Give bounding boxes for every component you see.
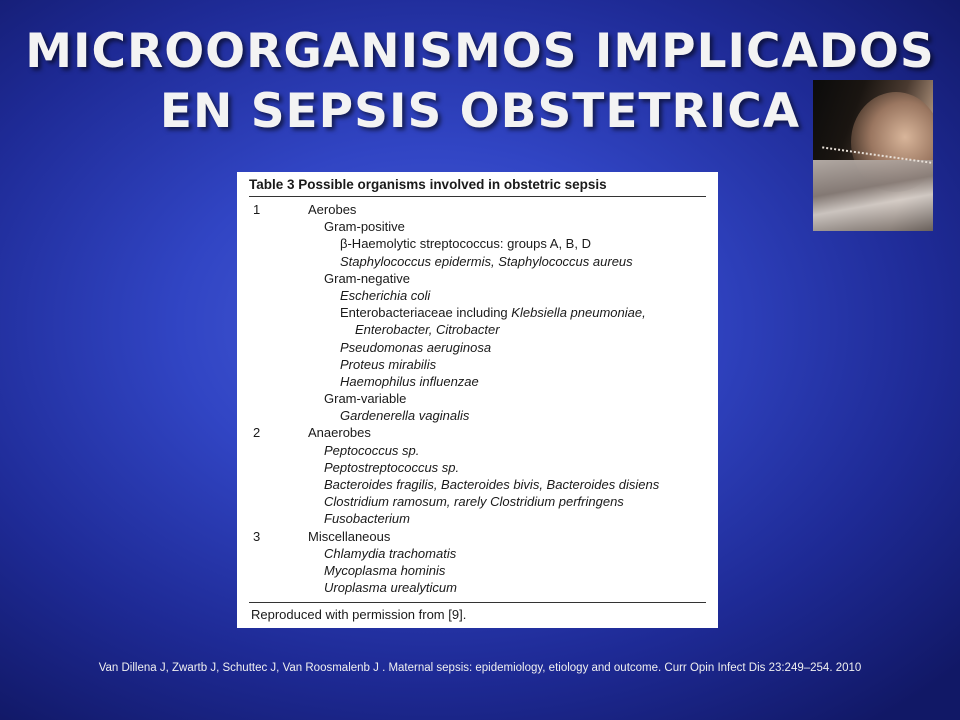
organism-item: Proteus mirabilis bbox=[340, 356, 437, 372]
table-row bbox=[249, 528, 706, 545]
category-anaerobes: Anaerobes bbox=[308, 425, 371, 441]
organisms-table bbox=[237, 172, 718, 628]
table-footnote: Reproduced with permission from [9]. bbox=[251, 607, 467, 623]
table-row bbox=[249, 201, 706, 218]
row-number: 3 bbox=[253, 528, 261, 544]
organism-item-plain: Enterobacteriaceae including bbox=[340, 305, 512, 321]
organism-item: Peptostreptococcus sp. bbox=[324, 459, 460, 475]
organism-item: Gardenerella vaginalis bbox=[340, 408, 470, 424]
table-row bbox=[249, 493, 706, 510]
table-row bbox=[249, 579, 706, 596]
table-row bbox=[249, 356, 706, 373]
organism-item: Pseudomonas aeruginosa bbox=[340, 339, 492, 355]
organism-item: Haemophilus influenzae bbox=[340, 373, 479, 389]
table-row bbox=[249, 339, 706, 356]
table-row bbox=[249, 459, 706, 476]
organism-item: Bacteroides fragilis, Bacteroides bivis, Bacteroides disiens bbox=[324, 477, 660, 492]
table-caption: Table 3 Possible organisms involved in obstetric sepsis bbox=[249, 177, 607, 192]
organism-item: Clostridium ramosum, rarely Clostridium perfringens bbox=[324, 494, 624, 510]
organism-item: Staphylococcus epidermis, Staphylococcus aureus bbox=[340, 253, 633, 269]
table-row bbox=[249, 424, 706, 441]
table-row bbox=[249, 476, 706, 493]
organism-item: Escherichia coli bbox=[340, 287, 431, 303]
table-row bbox=[249, 407, 706, 424]
slide-title-line-2: EN SEPSIS OBSTETRICA bbox=[159, 84, 801, 139]
table-row bbox=[249, 390, 706, 407]
table-row bbox=[249, 270, 706, 287]
category-aerobes: Aerobes bbox=[308, 202, 357, 217]
table-row bbox=[249, 304, 706, 321]
reference-citation: Van Dillena J, Zwartb J, Schuttec J, Van Roosmalenb J . Maternal sepsis: epidemiology, etiology and outcome. Curr Opin Infect Dis 23:249–254. 2010 bbox=[98, 662, 862, 674]
organism-item-italic: Klebsiella pneumoniae, bbox=[511, 305, 646, 321]
subcategory-gram-variable: Gram-variable bbox=[324, 391, 407, 407]
slide-title-line-1: MICROORGANISMOS IMPLICADOS bbox=[25, 24, 935, 79]
organism-item: Fusobacterium bbox=[324, 511, 410, 527]
table-row bbox=[249, 510, 706, 527]
table-row bbox=[249, 545, 706, 562]
table-row bbox=[249, 253, 706, 270]
organism-item: Chlamydia trachomatis bbox=[324, 545, 457, 561]
table-rows bbox=[249, 197, 706, 596]
row-number: 2 bbox=[253, 425, 261, 441]
table-row bbox=[249, 287, 706, 304]
organism-item: Uroplasma urealyticum bbox=[324, 580, 457, 596]
table-row bbox=[249, 562, 706, 579]
table-row bbox=[249, 373, 706, 390]
organism-item bbox=[340, 304, 646, 321]
organism-item: Peptococcus sp. bbox=[324, 442, 420, 458]
table-row bbox=[249, 321, 706, 338]
subcategory-gram-positive: Gram-positive bbox=[324, 219, 405, 235]
row-number: 1 bbox=[253, 202, 261, 217]
organism-item: Enterobacter, Citrobacter bbox=[355, 322, 500, 338]
organism-item: β-Haemolytic streptococcus: groups A, B, D bbox=[340, 236, 591, 252]
table-row bbox=[249, 235, 706, 252]
organism-item: Mycoplasma hominis bbox=[324, 562, 446, 578]
pregnant-belly-photo bbox=[813, 80, 933, 231]
category-miscellaneous: Miscellaneous bbox=[308, 528, 391, 544]
table-row bbox=[249, 442, 706, 459]
subcategory-gram-negative: Gram-negative bbox=[324, 270, 410, 286]
table-row bbox=[249, 218, 706, 235]
